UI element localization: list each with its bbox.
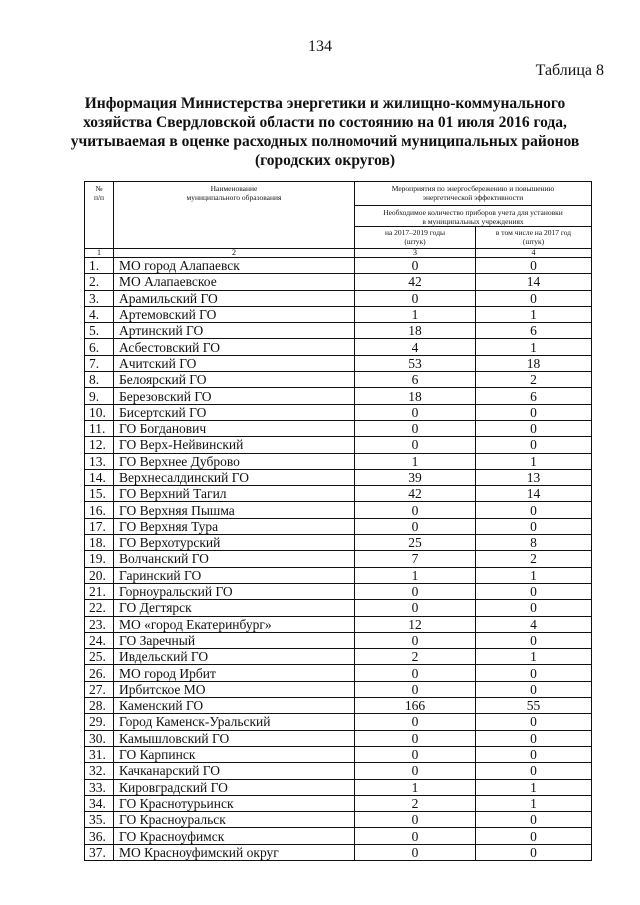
table-row [85,567,592,583]
row-number: 16. [85,502,114,518]
municipality-name: ГО Верх-Нейвинский [114,437,355,453]
row-number: 30. [85,730,114,746]
municipality-name: ГО Карпинск [114,746,355,762]
table-row [85,323,592,339]
meters-2017-2019: 0 [355,258,476,274]
meters-2017: 0 [476,258,592,274]
meters-2017: 1 [476,567,592,583]
row-number: 23. [85,616,114,632]
meters-2017-2019: 0 [355,502,476,518]
column-index: 4 [476,249,592,258]
table-row [85,420,592,436]
meters-2017: 0 [476,828,592,844]
meters-2017: 1 [476,453,592,469]
table-label: Таблица 8 [535,62,604,79]
municipality-name: МО Красноуфимский округ [114,844,355,860]
table-row [85,632,592,648]
row-number: 12. [85,437,114,453]
municipality-name: Камышловский ГО [114,730,355,746]
header-col-total-line: на 2017–2019 годы [384,228,446,237]
header-group [355,182,592,206]
municipality-name: ГО Заречный [114,632,355,648]
row-number: 34. [85,795,114,811]
row-number: 35. [85,812,114,828]
table-row [85,453,592,469]
table-row [85,339,592,355]
row-number: 8. [85,372,114,388]
row-number: 32. [85,763,114,779]
meters-2017: 0 [476,730,592,746]
meters-2017-2019: 25 [355,535,476,551]
municipality-name: Горноуральский ГО [114,583,355,599]
municipality-name: МО город Ирбит [114,665,355,681]
table-row [85,486,592,502]
meters-2017: 0 [476,420,592,436]
row-number: 20. [85,567,114,583]
meters-2017: 1 [476,306,592,322]
header-col-name [114,182,355,249]
row-number: 18. [85,535,114,551]
table-row [85,649,592,665]
meters-2017-2019: 42 [355,274,476,290]
meters-2017-2019: 0 [355,518,476,534]
header-col-num [85,182,114,249]
table-row [85,665,592,681]
row-number: 22. [85,600,114,616]
column-index: 2 [114,249,355,258]
meters-2017-2019: 0 [355,290,476,306]
meters-2017: 0 [476,290,592,306]
title-line: хозяйства Свердловской области по состоянию на 01 июля 2016 года, [83,114,567,131]
header-col-2017 [476,227,592,249]
meters-2017-2019: 1 [355,306,476,322]
municipality-name: Березовский ГО [114,388,355,404]
title-line: учитываемая в оценке расходных полномочий муниципальных районов [70,133,580,150]
municipality-name: Ивдельский ГО [114,649,355,665]
table-row [85,290,592,306]
row-number: 5. [85,323,114,339]
meters-2017: 0 [476,632,592,648]
row-number: 26. [85,665,114,681]
municipality-name: ГО Верхняя Тура [114,518,355,534]
header-col-2017-line: в том числе на 2017 год [495,228,572,237]
meters-2017-2019: 18 [355,323,476,339]
table-row [85,698,592,714]
meters-2017-2019: 1 [355,567,476,583]
header-group-line: энергетической эффективности [422,193,524,202]
table-row [85,274,592,290]
meters-2017: 1 [476,779,592,795]
table-row [85,258,592,274]
meters-2017-2019: 2 [355,649,476,665]
table-row [85,518,592,534]
header-col-name-line: муниципального образования [186,193,282,202]
meters-2017-2019: 12 [355,616,476,632]
municipality-name: ГО Дегтярск [114,600,355,616]
meters-2017: 0 [476,502,592,518]
table-row [85,616,592,632]
meters-2017-2019: 39 [355,469,476,485]
meters-2017-2019: 0 [355,665,476,681]
column-index: 1 [85,249,114,258]
meters-2017: 0 [476,812,592,828]
row-number: 28. [85,698,114,714]
page-number: 134 [308,38,332,55]
municipality-name: ГО Краснотурьинск [114,795,355,811]
municipality-name: Верхнесалдинский ГО [114,469,355,485]
row-number: 25. [85,649,114,665]
meters-2017: 0 [476,437,592,453]
meters-2017-2019: 0 [355,632,476,648]
meters-2017-2019: 1 [355,453,476,469]
meters-2017-2019: 0 [355,714,476,730]
table-row [85,714,592,730]
meters-2017-2019: 53 [355,355,476,371]
meters-2017-2019: 0 [355,812,476,828]
row-number: 19. [85,551,114,567]
meters-2017-2019: 0 [355,828,476,844]
municipality-name: Качканарский ГО [114,763,355,779]
table-row [85,828,592,844]
meters-2017: 55 [476,698,592,714]
meters-2017: 0 [476,600,592,616]
table-row [85,583,592,599]
meters-2017: 18 [476,355,592,371]
table-row [85,535,592,551]
meters-2017-2019: 0 [355,437,476,453]
municipality-name: Бисертский ГО [114,404,355,420]
header-col-total [355,227,476,249]
meters-2017-2019: 6 [355,372,476,388]
row-number: 31. [85,746,114,762]
column-index-row [85,249,592,258]
municipality-name: ГО Красноуфимск [114,828,355,844]
meters-2017-2019: 2 [355,795,476,811]
municipality-name: Кировградский ГО [114,779,355,795]
municipality-name: МО город Алапаевск [114,258,355,274]
meters-2017-2019: 1 [355,779,476,795]
row-number: 36. [85,828,114,844]
header-row [85,182,592,206]
header-subgroup [355,206,592,227]
municipality-name: Белоярский ГО [114,372,355,388]
meters-2017: 1 [476,795,592,811]
document-title [60,94,590,170]
data-table [84,181,592,861]
meters-2017-2019: 0 [355,420,476,436]
row-number: 37. [85,844,114,860]
municipality-name: ГО Верхний Тагил [114,486,355,502]
municipality-name: Артинский ГО [114,323,355,339]
municipality-name: МО «город Екатеринбург» [114,616,355,632]
header-col-2017-line: (штук) [522,237,545,246]
meters-2017: 2 [476,372,592,388]
meters-2017-2019: 0 [355,600,476,616]
meters-2017: 0 [476,404,592,420]
row-number: 24. [85,632,114,648]
meters-2017-2019: 0 [355,583,476,599]
meters-2017-2019: 0 [355,404,476,420]
municipality-name: ГО Верхняя Пышма [114,502,355,518]
row-number: 6. [85,339,114,355]
header-subgroup-line: в муниципальных учреждениях [422,217,524,226]
header-col-num-line: п/п [93,193,105,202]
row-number: 10. [85,404,114,420]
table-row [85,437,592,453]
row-number: 27. [85,681,114,697]
meters-2017: 0 [476,518,592,534]
table-row [85,730,592,746]
table-row [85,355,592,371]
table-row [85,763,592,779]
meters-2017: 14 [476,486,592,502]
meters-2017-2019: 0 [355,746,476,762]
table-row [85,306,592,322]
row-number: 21. [85,583,114,599]
meters-2017: 0 [476,714,592,730]
meters-2017: 0 [476,665,592,681]
municipality-name: ГО Красноуральск [114,812,355,828]
row-number: 14. [85,469,114,485]
municipality-name: Ачитский ГО [114,355,355,371]
municipality-name: МО Алапаевское [114,274,355,290]
table-row [85,812,592,828]
title-line: Информация Министерства энергетики и жилищно-коммунального [84,95,566,112]
row-number: 11. [85,420,114,436]
meters-2017: 6 [476,323,592,339]
meters-2017-2019: 7 [355,551,476,567]
row-number: 33. [85,779,114,795]
municipality-name: ГО Верхнее Дуброво [114,453,355,469]
meters-2017: 8 [476,535,592,551]
row-number: 13. [85,453,114,469]
meters-2017: 0 [476,763,592,779]
table-row [85,844,592,860]
header-col-total-line: (штук) [404,237,426,246]
municipality-name: Гаринский ГО [114,567,355,583]
municipality-name: Город Каменск-Уральский [114,714,355,730]
municipality-name: Арамильский ГО [114,290,355,306]
meters-2017-2019: 42 [355,486,476,502]
header-col-num-line: № [95,184,103,193]
meters-2017: 0 [476,583,592,599]
municipality-name: Артемовский ГО [114,306,355,322]
meters-2017: 4 [476,616,592,632]
column-index: 3 [355,249,476,258]
table-row [85,469,592,485]
municipality-name: Асбестовский ГО [114,339,355,355]
title-line: (городских округов) [254,152,396,169]
municipality-name: Волчанский ГО [114,551,355,567]
table-row [85,404,592,420]
header-subgroup-line: Необходимое количество приборов учета для установки [383,208,563,217]
meters-2017: 13 [476,469,592,485]
meters-2017-2019: 0 [355,763,476,779]
row-number: 17. [85,518,114,534]
meters-2017-2019: 4 [355,339,476,355]
municipality-name: ГО Богданович [114,420,355,436]
meters-2017: 0 [476,844,592,860]
meters-2017: 2 [476,551,592,567]
table-row [85,746,592,762]
municipality-name: Ирбитское МО [114,681,355,697]
meters-2017-2019: 0 [355,681,476,697]
row-number: 9. [85,388,114,404]
meters-2017-2019: 0 [355,730,476,746]
table-row [85,795,592,811]
meters-2017: 1 [476,339,592,355]
municipality-name: Каменский ГО [114,698,355,714]
table-row [85,551,592,567]
row-number: 7. [85,355,114,371]
row-number: 29. [85,714,114,730]
row-number: 3. [85,290,114,306]
table-row [85,681,592,697]
meters-2017-2019: 166 [355,698,476,714]
table-row [85,502,592,518]
row-number: 1. [85,258,114,274]
row-number: 4. [85,306,114,322]
meters-2017: 0 [476,746,592,762]
row-number: 15. [85,486,114,502]
row-number: 2. [85,274,114,290]
header-col-name-line: Наименование [210,184,258,193]
municipality-name: ГО Верхотурский [114,535,355,551]
meters-2017: 0 [476,681,592,697]
meters-2017-2019: 18 [355,388,476,404]
meters-2017: 1 [476,649,592,665]
header-group-line: Мероприятия по энергосбережению и повышению [391,184,555,193]
table-body [85,182,592,861]
table-row [85,779,592,795]
table-row [85,372,592,388]
meters-2017: 14 [476,274,592,290]
table-row [85,388,592,404]
meters-2017-2019: 0 [355,844,476,860]
table-row [85,600,592,616]
meters-2017: 6 [476,388,592,404]
